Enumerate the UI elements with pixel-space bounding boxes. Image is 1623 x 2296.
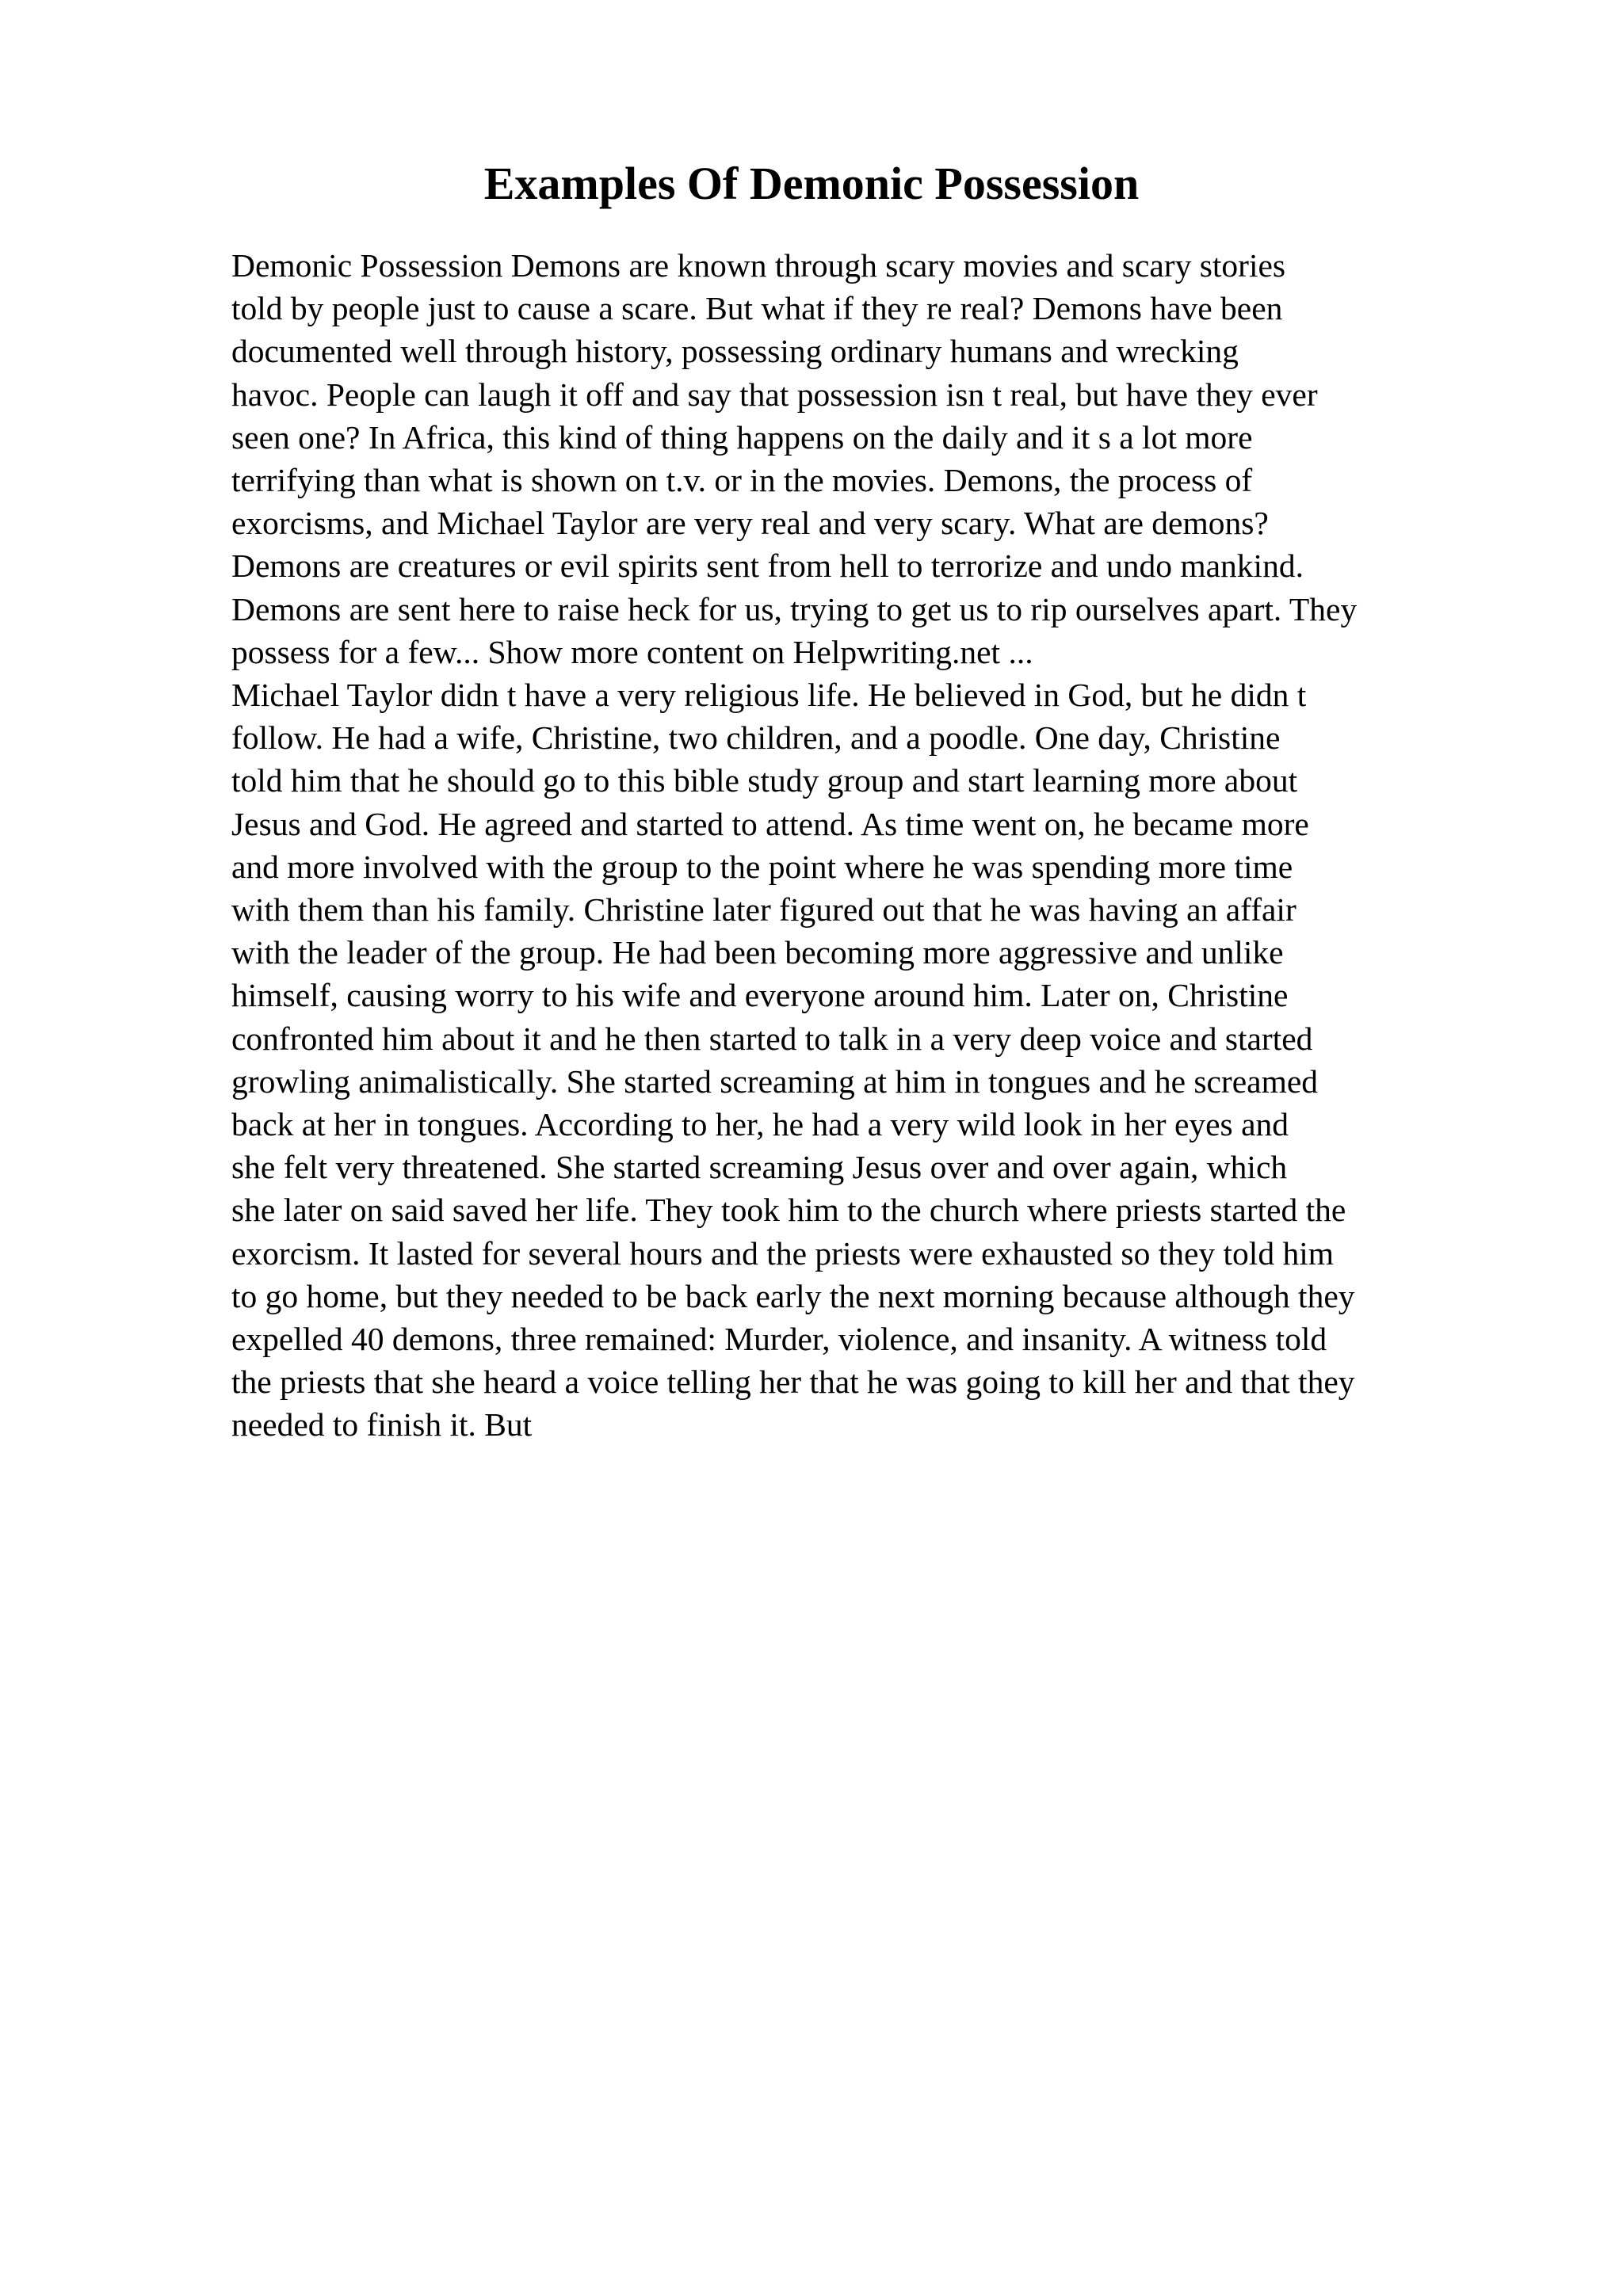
body-text-line: growling animalistically. She started screaming at him in tongues and he screamed — [231, 1062, 1319, 1100]
document-title: Examples Of Demonic Possession — [483, 158, 1140, 209]
body-text-line: needed to finish it. But — [231, 1406, 533, 1444]
body-text-line: expelled 40 demons, three remained: Murder, violence, and insanity. A witness told — [231, 1321, 1327, 1358]
body-text-line: she felt very threatened. She started screaming Jesus over and over again, which — [231, 1149, 1288, 1186]
body-text-line: havoc. People can laugh it off and say that possession isn t real, but have they ever — [231, 376, 1318, 413]
body-text-line: terrifying than what is shown on t.v. or in the movies. Demons, the process of — [231, 462, 1253, 499]
body-text-line: documented well through history, possessing ordinary humans and wrecking — [231, 333, 1239, 370]
body-text-line: seen one? In Africa, this kind of thing happens on the daily and it s a lot more — [231, 418, 1253, 456]
body-text-line: Jesus and God. He agreed and started to attend. As time went on, he became more — [231, 805, 1309, 842]
body-text-line: exorcisms, and Michael Taylor are very real and very scary. What are demons? — [231, 505, 1269, 542]
body-text-line: Michael Taylor didn t have a very religious life. He believed in God, but he didn t — [231, 677, 1307, 714]
body-text-line: back at her in tongues. According to her, he had a very wild look in her eyes and — [231, 1106, 1289, 1143]
body-text-line: follow. He had a wife, Christine, two children, and a poodle. One day, Christine — [231, 719, 1281, 757]
body-text-line: possess for a few... Show more content on Helpwriting.net ... — [231, 633, 1033, 670]
body-text-line: the priests that she heard a voice telling her that he was going to kill her and that they — [231, 1363, 1355, 1401]
body-text-line: confronted him about it and he then started to talk in a very deep voice and started — [231, 1020, 1313, 1057]
body-text-line: and more involved with the group to the point where he was spending more time — [231, 848, 1293, 885]
body-text-line: himself, causing worry to his wife and everyone around him. Later on, Christine — [231, 977, 1289, 1014]
body-text-line: Demonic Possession Demons are known through scary movies and scary stories — [231, 247, 1286, 284]
body-text-line: Demons are creatures or evil spirits sent from hell to terrorize and undo mankind. — [231, 547, 1304, 585]
body-text-line: with the leader of the group. He had been becoming more aggressive and unlike — [231, 934, 1284, 971]
document-body — [231, 244, 1515, 1447]
body-text-line: exorcism. It lasted for several hours and the priests were exhausted so they told him — [231, 1234, 1335, 1272]
body-text-line: told by people just to cause a scare. But what if they re real? Demons have been — [231, 290, 1283, 327]
body-text-line: she later on said saved her life. They took him to the church where priests started the — [231, 1192, 1346, 1229]
body-text-line: to go home, but they needed to be back early the next morning because although they — [231, 1277, 1355, 1314]
body-text-line: Demons are sent here to raise heck for us, trying to get us to rip ourselves apart. They — [231, 590, 1358, 627]
body-text-line: told him that he should go to this bible study group and start learning more about — [231, 762, 1298, 799]
body-text-line: with them than his family. Christine later figured out that he was having an affair — [231, 891, 1296, 929]
